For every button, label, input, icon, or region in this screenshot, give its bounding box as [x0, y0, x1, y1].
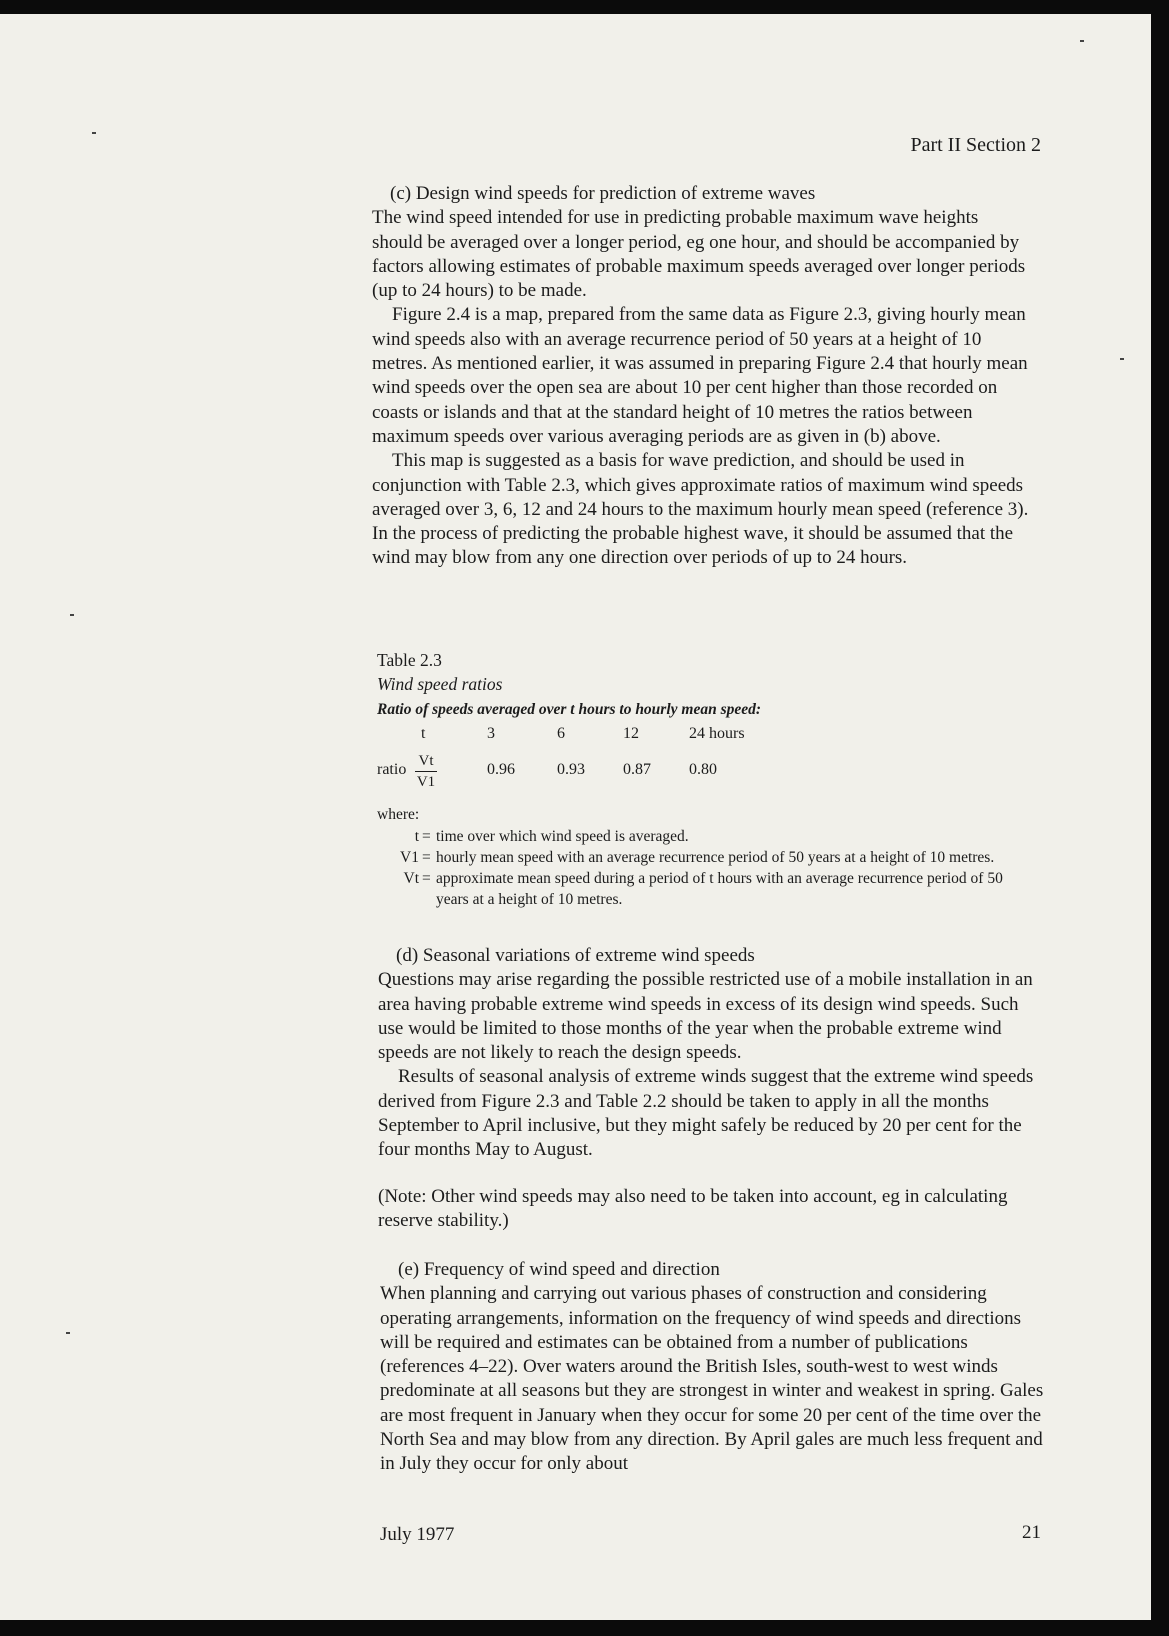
- definition-symbol: t: [414, 827, 419, 845]
- hours-cell: 12: [623, 724, 639, 742]
- section-c: [372, 182, 1032, 571]
- definitions-list: [377, 826, 1017, 910]
- definition-symbol: Vt: [403, 869, 419, 887]
- table-caption: Ratio of speeds averaged over t hours to hourly mean speed:: [377, 700, 762, 718]
- section-d-heading: (d) Seasonal variations of extreme wind speeds: [396, 945, 755, 966]
- hours-cell: 24 hours: [689, 724, 745, 742]
- definition-row: t = time over which wind speed is averaged.: [377, 826, 1017, 847]
- hours-row: [377, 722, 779, 746]
- hours-cell: 6: [557, 724, 565, 742]
- t-label: t: [421, 724, 426, 742]
- scan-speck: [1120, 358, 1124, 360]
- definition-row: Vt = approximate mean speed during a period of t hours with an average recurrence period of 50 years at a height of 10 metres.: [377, 868, 1017, 910]
- section-d-note: (Note: Other wind speeds may also need to be taken into account, eg in calculating reserve stability.): [378, 1185, 1008, 1231]
- ratio-fraction: [416, 746, 487, 794]
- scan-speck: [1080, 40, 1084, 42]
- section-c-paragraph-3: This map is suggested as a basis for wave prediction, and should be used in conjunction with Table 2.3, which gives approximate ratios of maximum wind speeds averaged over 3, 6, 12 and 24 hours to the maximum hourly mean speed (reference 3). In the process of predicting the probable highest wave, it should be assumed that the wind may blow from any one direction over periods of up to 24 hours.: [372, 450, 1029, 569]
- where-label: where:: [377, 805, 420, 823]
- section-d: [378, 944, 1043, 1233]
- section-e: [380, 1258, 1045, 1477]
- ratio-value: 0.96: [487, 760, 515, 778]
- footer-date: July 1977: [380, 1524, 455, 1545]
- fraction-numerator: Vt: [418, 753, 434, 770]
- ratio-row: [377, 746, 779, 794]
- definition-symbol: V1: [400, 848, 419, 866]
- section-e-paragraph: When planning and carrying out various phases of construction and considering operating arrangements, information on the frequency of wind speeds and directions will be required and estimates can be obtained from a number of publications (references 4–22). Over waters around the British Isles, south-west to west winds predominate at all seasons but they are strongest in winter and weakest in spring. Gales are most frequent in January when they occur for some 20 per cent of the time over the North Sea and may blow from any direction. By April gales are much less frequent and in July they occur for only about: [380, 1283, 1044, 1475]
- fraction-denominator: V1: [416, 774, 436, 791]
- table-number: Table 2.3: [377, 650, 442, 670]
- section-e-heading: (e) Frequency of wind speed and direction: [398, 1259, 720, 1280]
- definition-text: time over which wind speed is averaged.: [436, 827, 689, 845]
- ratio-value: 0.93: [557, 760, 585, 778]
- section-d-paragraph-1: Questions may arise regarding the possible restricted use of a mobile installation in an area having probable extreme wind speeds in excess of its design wind speeds. Such use would be limited to those months of the year when the probable extreme wind speeds are not likely to reach the design speeds.: [378, 969, 1033, 1064]
- ratio-table: [377, 722, 779, 794]
- scan-speck: [66, 1332, 70, 1334]
- ratio-value: 0.87: [623, 760, 651, 778]
- scan-speck: [92, 132, 96, 134]
- ratio-value: 0.80: [689, 760, 717, 778]
- definition-text: hourly mean speed with an average recurrence period of 50 years at a height of 10 metres.: [436, 848, 995, 866]
- document-page: [0, 14, 1151, 1620]
- fraction-bar: [415, 771, 437, 772]
- section-header: Part II Section 2: [910, 134, 1041, 156]
- section-d-paragraph-2: Results of seasonal analysis of extreme winds suggest that the extreme wind speeds derived from Figure 2.3 and Table 2.2 should be taken to apply in all the months September to April inclusive, but they might safely be reduced by 20 per cent for the four months May to August.: [378, 1066, 1034, 1161]
- table-title: Wind speed ratios: [377, 674, 503, 695]
- scan-speck: [70, 614, 74, 616]
- definition-row: V1 = hourly mean speed with an average recurrence period of 50 years at a height of 10 metres.: [377, 847, 1017, 868]
- section-c-heading: (c) Design wind speeds for prediction of extreme waves: [390, 183, 816, 204]
- ratio-label: ratio: [377, 760, 407, 778]
- section-c-paragraph-2: Figure 2.4 is a map, prepared from the same data as Figure 2.3, giving hourly mean wind speeds also with an average recurrence period of 50 years at a height of 10 metres. As mentioned earlier, it was assumed in preparing Figure 2.4 that hourly mean wind speeds over the open sea are about 10 per cent higher than those recorded on coasts or islands and that at the standard height of 10 metres the ratios between maximum speeds over various averaging periods are as given in (b) above.: [372, 304, 1028, 447]
- definition-text: approximate mean speed during a period of t hours with an average recurrence period of 50 years at a height of 10 metres.: [436, 869, 1003, 908]
- table-2-3: [377, 648, 1017, 910]
- page-number: 21: [1022, 1522, 1041, 1543]
- hours-cell: 3: [487, 724, 495, 742]
- section-c-paragraph-1: The wind speed intended for use in predicting probable maximum wave heights should be averaged over a longer period, eg one hour, and should be accompanied by factors allowing estimates of probable maximum speeds averaged over longer periods (up to 24 hours) to be made.: [372, 207, 1026, 302]
